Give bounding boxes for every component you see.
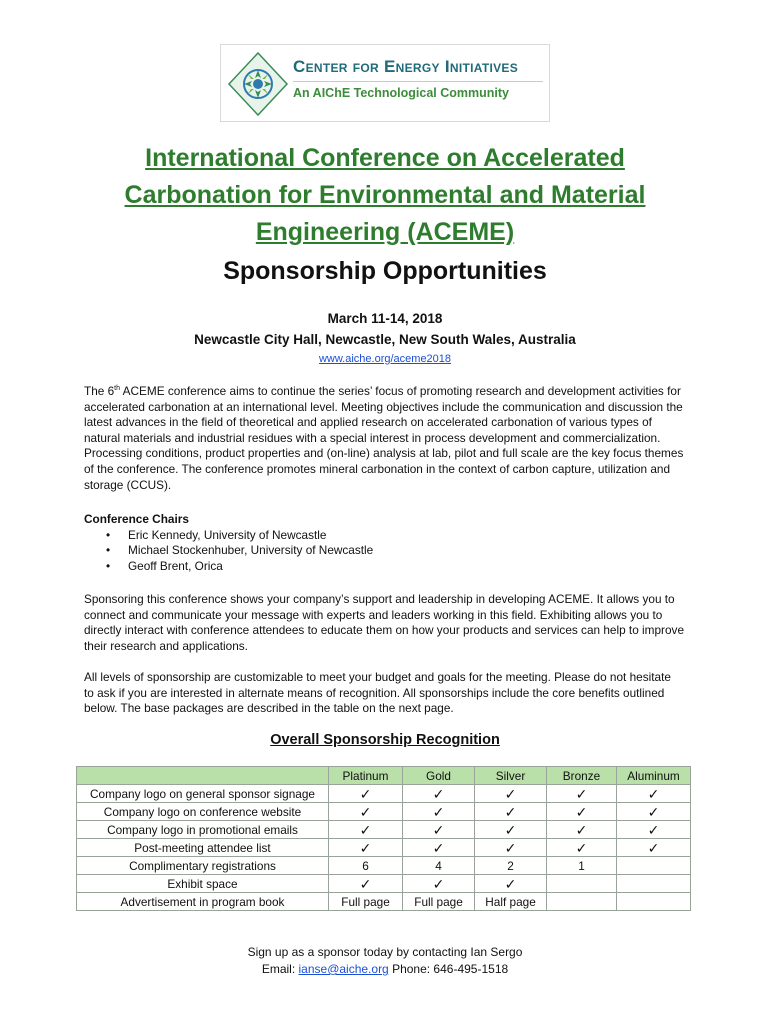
logo-title: Center for Energy Initiatives [293,57,518,76]
conference-date: March 11-14, 2018 [327,311,443,326]
table-cell: ✓ [475,839,547,857]
table-cell: ✓ [547,785,617,803]
list-item [84,559,684,575]
column-header-bronze: Bronze [547,767,617,785]
conference-chairs [84,512,684,574]
table-cell: ✓ [547,803,617,821]
contact-footer [0,944,770,978]
table-cell: ✓ [475,875,547,893]
row-label: Company logo on conference website [77,803,329,821]
column-header-gold: Gold [403,767,475,785]
column-header-aluminum: Aluminum [617,767,691,785]
chair-name: Geoff Brent, Orica [128,558,223,573]
email-link[interactable]: ianse@aiche.org [298,962,389,976]
intro-text: ACEME conference aims to continue the series’ focus of promoting research and development activities for accelerated carbonation at an international level. Meeting objectives include the communication and discussion the latest advances in the field of theoretical and applied research on accelerated carbonation of various types of natural materials and industrial residues with a special interest in process development and commercialization. Processing conditions, product properties and (on-line) analysis at lab, pilot and full scale are the key focus themes of the conference. The conference promotes mineral carbonation in the context of carbon capture, utilization and storage (CCUS). [84,384,684,492]
row-label: Complimentary registrations [77,857,329,875]
table-cell [547,875,617,893]
chairs-list [84,528,684,575]
table-cell: 6 [329,857,403,875]
table-row [77,875,691,893]
table-cell: ✓ [547,839,617,857]
bullet-icon: • [106,558,111,573]
table-cell: ✓ [475,785,547,803]
chair-name: Eric Kennedy, University of Newcastle [128,527,327,542]
conference-title-line: International Conference on Accelerated [145,144,625,172]
table-cell [617,875,691,893]
table-cell: ✓ [475,803,547,821]
cei-leaf-emblem-icon [227,51,289,117]
table-cell: ✓ [329,785,403,803]
chairs-heading: Conference Chairs [84,512,189,526]
table-cell: ✓ [617,821,691,839]
customization-paragraph: All levels of sponsorship are customizable to meet your budget and goals for the meeting. Please do not hesitate to ask if you are interested in alternate means of recognition. All sponsorships include the core benefits outlined below. The base packages are described in the table on the next page. [84,670,671,716]
table-row [77,839,691,857]
table-title: Overall Sponsorship Recognition [270,732,500,748]
list-item [84,543,684,559]
table-row [77,857,691,875]
sponsorship-table [76,766,691,911]
row-label: Exhibit space [77,875,329,893]
contact-line: Sign up as a sponsor today by contacting Ian Sergo [247,945,523,959]
logo-divider [293,81,543,82]
table-cell [547,893,617,911]
table-row [77,893,691,911]
table-cell: ✓ [403,785,475,803]
bullet-icon: • [106,527,111,542]
table-row [77,803,691,821]
row-label: Post-meeting attendee list [77,839,329,857]
bullet-icon: • [106,543,111,558]
chair-name: Michael Stockenhuber, University of Newcastle [128,543,374,558]
table-cell: ✓ [329,821,403,839]
table-cell: ✓ [329,803,403,821]
table-cell: ✓ [329,839,403,857]
table-cell: Half page [475,893,547,911]
support-paragraph: Sponsoring this conference shows your company’s support and leadership in developing ACEME. It allows you to connect and communicate your message with experts and leaders working in this field. Exhibiting allows you to directly interact with conference attendees to educate them on how your products and services can help to improve their research and applications. [84,592,685,653]
conference-url-link[interactable]: www.aiche.org/aceme2018 [318,353,452,365]
row-label: Company logo on general sponsor signage [77,785,329,803]
intro-prefix: The 6 [84,384,115,398]
table-cell: ✓ [617,785,691,803]
table-cell [617,893,691,911]
table-header-row [77,767,691,785]
table-cell: ✓ [403,839,475,857]
table-cell: ✓ [547,821,617,839]
conference-venue: Newcastle City Hall, Newcastle, New South Wales, Australia [194,332,576,347]
table-cell: ✓ [329,875,403,893]
contact-details [0,961,770,978]
conference-title-line: Engineering (ACEME) [255,218,515,246]
sponsorship-title: Sponsorship Opportunities [223,257,547,285]
conference-title [60,140,710,251]
row-label: Advertisement in program book [77,893,329,911]
column-header-platinum: Platinum [329,767,403,785]
table-cell: ✓ [617,839,691,857]
table-cell: ✓ [403,875,475,893]
table-row [77,785,691,803]
logo-subtitle: An AIChE Technological Community [293,86,509,100]
column-header-silver: Silver [475,767,547,785]
table-row [77,821,691,839]
table-cell: 2 [475,857,547,875]
intro-superscript: th [114,385,121,393]
table-cell: ✓ [403,803,475,821]
list-item [84,528,684,544]
table-cell: 4 [403,857,475,875]
column-header [77,767,329,785]
row-label: Company logo in promotional emails [77,821,329,839]
intro-paragraph [84,384,684,493]
table-cell: 1 [547,857,617,875]
conference-title-line: Carbonation for Environmental and Material [124,181,646,209]
table-cell: Full page [329,893,403,911]
table-cell: ✓ [475,821,547,839]
table-cell: Full page [403,893,475,911]
phone-text: Phone: 646-495-1518 [388,962,509,976]
table-cell: ✓ [403,821,475,839]
cei-logo [220,44,550,122]
email-label: Email: [261,962,299,976]
title-block [60,140,710,291]
table-cell: ✓ [617,803,691,821]
table-cell [617,857,691,875]
